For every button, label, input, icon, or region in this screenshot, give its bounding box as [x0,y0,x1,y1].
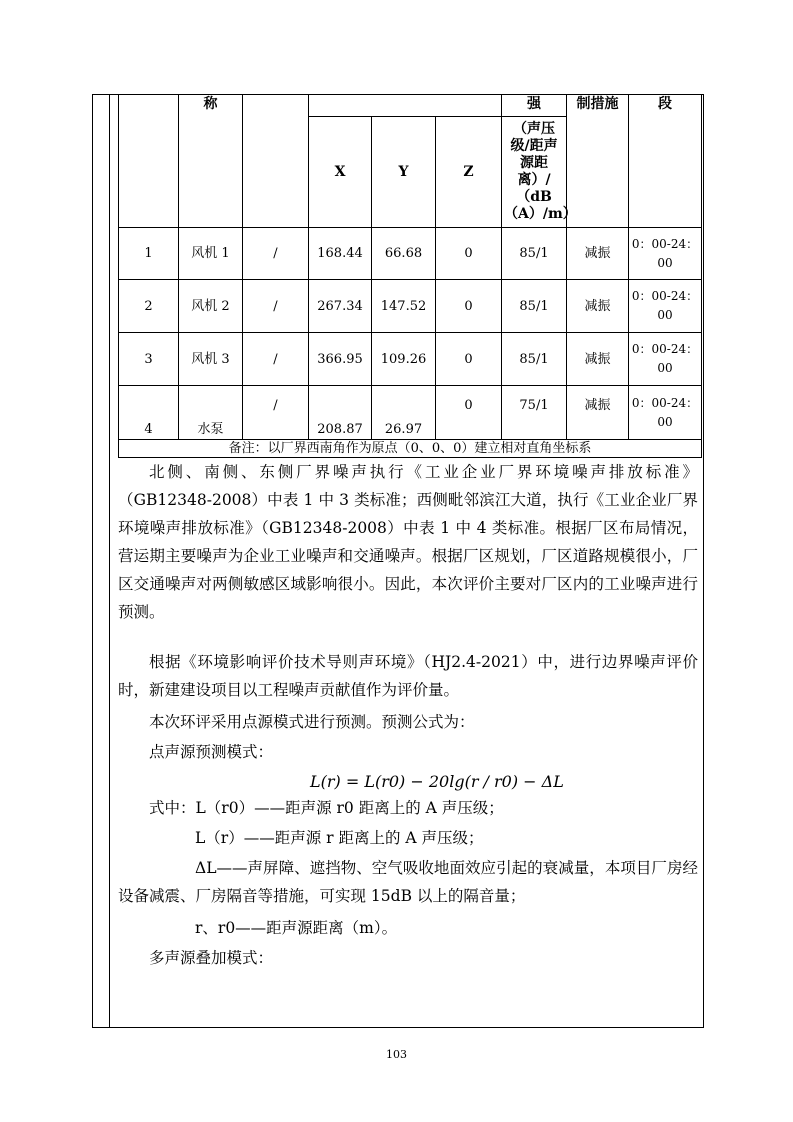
row-y: 26.97 [372,386,436,440]
paragraph-noise-standard: 北侧、南侧、东侧厂界噪声执行《工业企业厂界环境噪声排放标准》（GB12348-2008）中表 1 中 3 类标准；西侧毗邻滨江大道，执行《工业企业厂界环境噪声排放标准》（GB12348-2008）中表 1 中 4 类标准。根据厂区布局情况，营运期主要噪声为企业工业噪声和交通噪声。根据厂区规划，厂区道路规模很小，厂区交通噪声对两侧敏感区域影响很小。因此，本次评价主要对厂区内的工业噪声进行预测。 [118,463,698,621]
row-model: / [243,386,309,440]
row-x: 366.95 [309,333,372,386]
row-y: 109.26 [372,333,436,386]
row-model: / [243,333,309,386]
row-y: 66.68 [372,228,436,280]
header-strength: 强 [502,95,567,117]
header-name: 称 [179,95,243,228]
paragraph-definition-r: r、r0——距声源距离（m）。 [195,919,398,937]
page-number: 103 [386,1048,407,1061]
row-measure: 减振 [567,228,629,280]
paragraph-point-source: 点声源预测模式： [149,743,274,761]
paragraph-definition-lr0: 式中：L（r0）——距声源 r0 距离上的 A 声压级； [149,799,504,817]
table-row [119,228,702,280]
row-level: 85/1 [502,228,567,280]
paragraph-multi-source: 多声源叠加模式： [149,949,274,967]
row-no: 3 [119,333,179,386]
row-no: 1 [119,228,179,280]
header-measures: 制措施 [567,95,629,228]
header-model [243,95,309,228]
row-period: 0：00-24：00 [629,333,702,386]
row-no: 4 [119,386,179,440]
header-x: X [309,117,372,228]
row-x: 208.87 [309,386,372,440]
table-row [119,280,702,333]
row-x: 168.44 [309,228,372,280]
noise-source-table [118,94,702,458]
row-period: 0：00-24：00 [629,228,702,280]
row-model: / [243,228,309,280]
paragraph-guideline: 根据《环境影响评价技术导则声环境》（HJ2.4-2021）中，进行边界噪声评价时，新建建设项目以工程噪声贡献值作为评价量。 [118,653,698,699]
paragraph-definition-delta: ΔL——声屏障、遮挡物、空气吸收地面效应引起的衰减量，本项目厂房经设备减震、厂房隔音等措施，可实现 15dB 以上的隔音量； [118,859,698,905]
paragraph-definition-lr: L（r）——距声源 r 距离上的 A 声压级； [195,829,484,847]
table-row [119,386,702,440]
row-z: 0 [436,333,502,386]
row-name: 风机 2 [179,280,243,333]
header-z: Z [436,117,502,228]
row-name: 风机 1 [179,228,243,280]
row-no: 2 [119,280,179,333]
table-note: 备注：以厂界西南角作为原点（0、0、0）建立相对直角坐标系 [119,440,702,458]
header-y: Y [372,117,436,228]
row-y: 147.52 [372,280,436,333]
row-name: 水泵 [179,386,243,440]
row-level: 85/1 [502,333,567,386]
row-name: 风机 3 [179,333,243,386]
row-z: 0 [436,386,502,440]
row-x: 267.34 [309,280,372,333]
paragraph-method: 本次环评采用点源模式进行预测。预测公式为： [149,713,475,731]
header-coordinates [309,95,502,117]
row-measure: 减振 [567,280,629,333]
row-model: / [243,280,309,333]
header-no [119,95,179,228]
row-z: 0 [436,228,502,280]
table-row [119,333,702,386]
header-period: 段 [629,95,702,228]
header-strength-detail: （声压级/距声源距离）/（dB（A）/m） [502,117,567,228]
row-measure: 减振 [567,386,629,440]
prediction-formula: L(r) = L(r0) − 20lg(r / r0) − ΔL [310,772,564,791]
row-z: 0 [436,280,502,333]
row-level: 75/1 [502,386,567,440]
row-level: 85/1 [502,280,567,333]
row-measure: 减振 [567,333,629,386]
row-period: 0：00-24：00 [629,280,702,333]
row-period: 0：00-24：00 [629,386,702,440]
